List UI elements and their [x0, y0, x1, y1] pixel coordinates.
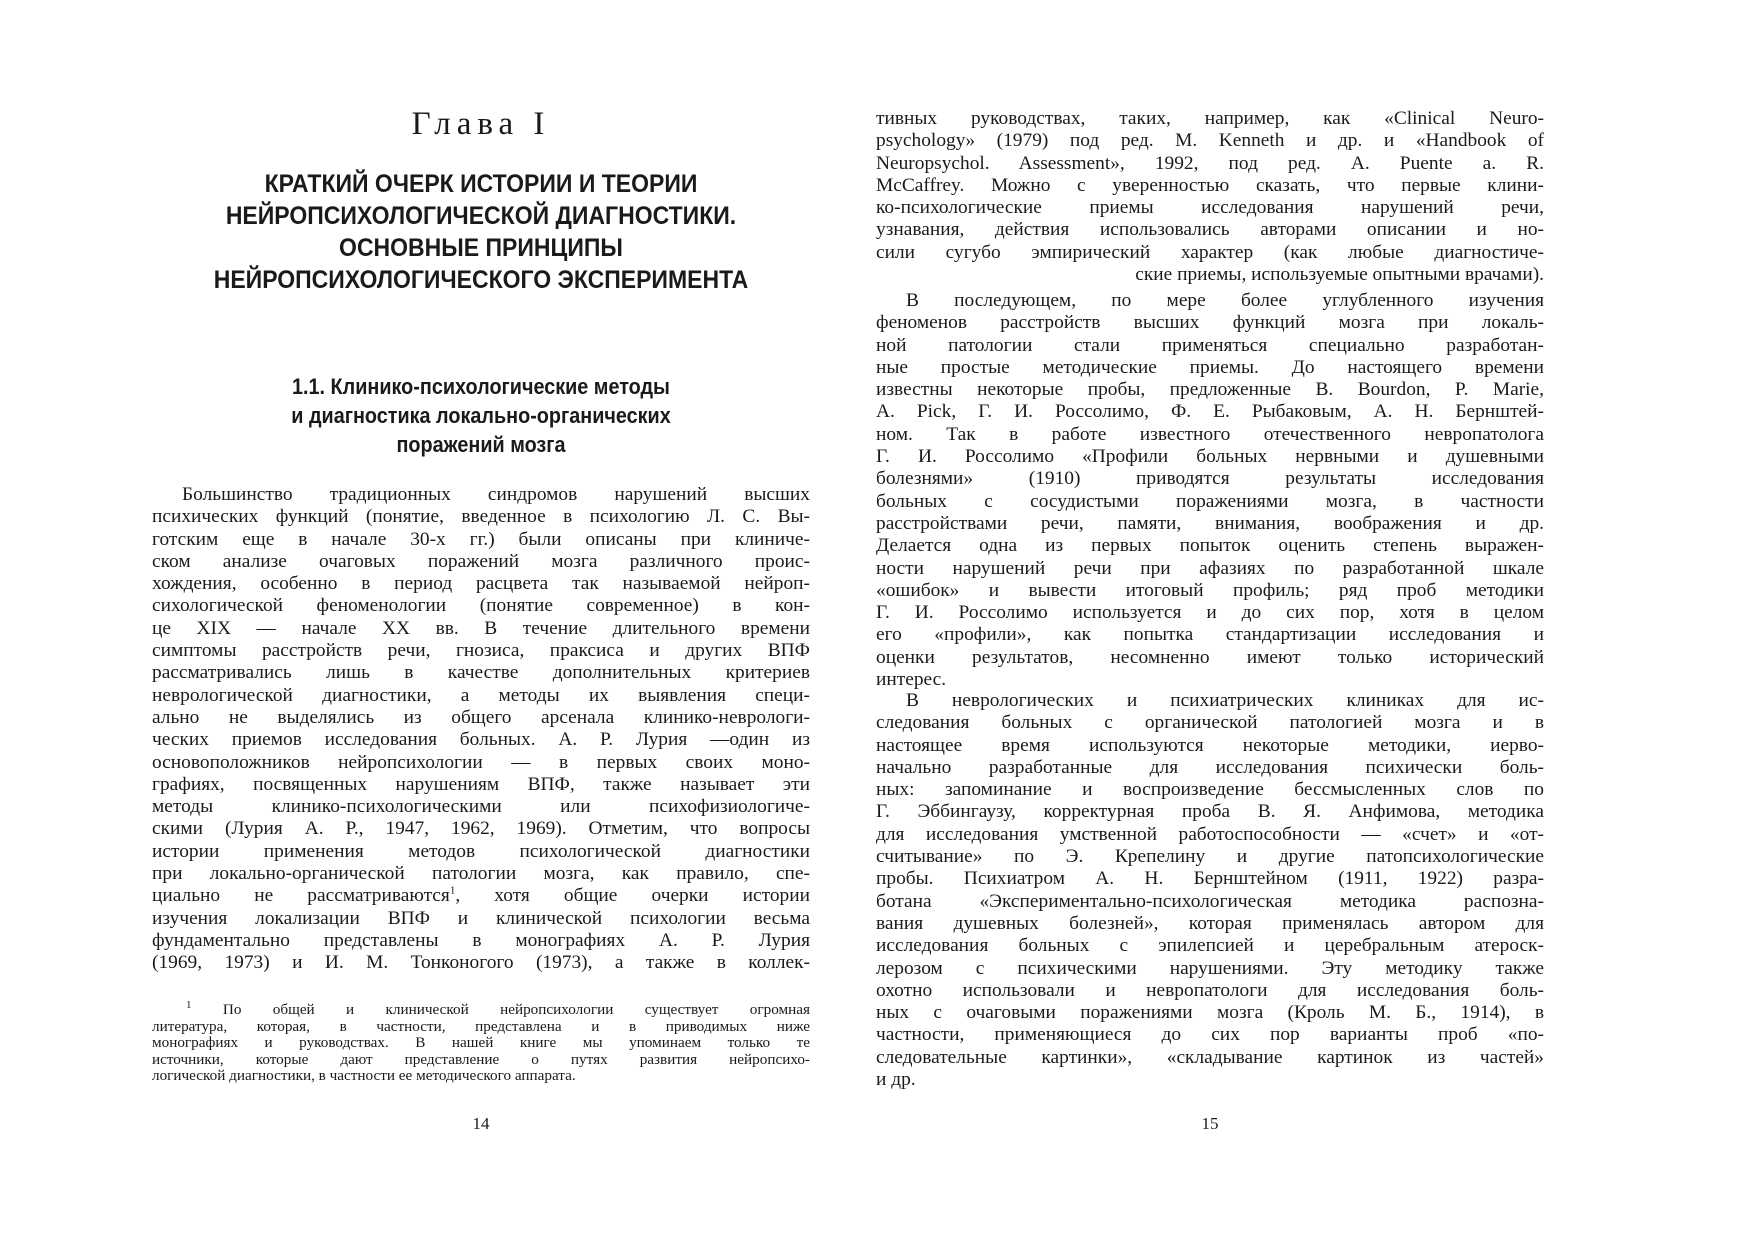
text-line: «ошибок» и вывести итоговый профиль; ряд проб методики [876, 579, 1544, 601]
text-line: расстройствами речи, памяти, внимания, воображения и др. [876, 512, 1544, 534]
text-line: ных с очаговыми поражениями мозга (Кроль М. Б., 1914), в [876, 1002, 1544, 1024]
text-line: тивных руководствах, таких, например, как «Clinical Neuro- [876, 108, 1544, 129]
text-line: следовательные картинки», «складывание картинок из частей» [876, 1046, 1544, 1068]
text-line: известны некоторые пробы, предложенные B. Bourdon, P. Marie, [876, 379, 1544, 401]
right-paragraph-1 [876, 108, 1544, 286]
text-line: для исследования умственной работоспособности — «счет» и «от- [876, 823, 1544, 845]
text-line: и др. [876, 1069, 916, 1091]
text-line: McCaffrey. Можно с уверенностью сказать, что первые клини- [876, 174, 1544, 196]
section-title-line: и диагностика локально-органических [291, 403, 671, 428]
chapter-title-line: ОСНОВНЫЕ ПРИНЦИПЫ [339, 234, 623, 262]
text-line: ности нарушений речи при афазиях по разработанной шкале [876, 557, 1544, 579]
text-line: це XIX — начале XX вв. В течение длительного времени [152, 617, 810, 639]
text-line: вания душевных болезней», которая применялась автором для [876, 912, 1544, 934]
text-line: оценки результатов, несомненно имеют только исторический [876, 646, 1544, 668]
text-line: ных: запоминание и воспроизведение бессмысленных слов по [876, 779, 1544, 801]
left-body-paragraph [152, 484, 810, 975]
chapter-title-line: НЕЙРОПСИХОЛОГИЧЕСКОЙ ДИАГНОСТИКИ. [225, 202, 737, 230]
text-line: методы клинико-психологическими или психофизиологиче- [152, 796, 810, 818]
text-line: больных с сосудистыми поражениями мозга, в частности [876, 490, 1544, 512]
text-line: неврологической диагностики, а методы их выявления специ- [152, 684, 810, 706]
right-page [876, 0, 1544, 1241]
footnote [152, 998, 810, 1085]
text-line: болезнями» (1910) приводятся результаты исследования [876, 468, 1544, 490]
text-line: основоположников нейропсихологии — в первых своих моно- [152, 751, 810, 773]
text-line: сили сугубо эмпирический характер (как любые диагностиче- [876, 241, 1544, 263]
text-line: Г. Эббингаузу, корректурная проба В. Я. Анфимова, методика [876, 801, 1544, 823]
text-line: настоящее время используются некоторые методики, иерво- [876, 734, 1544, 756]
text-line: считывание» по Э. Крепелину и другие патопсихологические [876, 846, 1544, 868]
footnote-text: По общей и клинической нейропсихологии существует огромная [222, 1001, 810, 1018]
text-line: симптомы расстройств речи, гнозиса, праксиса и других ВПФ [152, 640, 810, 662]
text-line: следования больных с органической патологией мозга и в [876, 712, 1544, 734]
left-page [152, 0, 810, 1241]
footnote-line: литература, которая, в частности, представлена и в приводимых ниже [152, 1017, 810, 1035]
text-line: охотно использовали и невропатологи для исследования боль- [876, 979, 1544, 1001]
text-fragment: циально не рассматриваются [152, 885, 450, 907]
footnote-line: монографиях и руководствах. В нашей книге мы упоминаем только те [152, 1034, 810, 1052]
text-line-with-footnote: циально не рассматриваются$^1$, хотя общие очерки истории [152, 884, 810, 907]
right-paragraph-3 [876, 690, 1544, 1091]
text-line: исследования больных с эпилепсией и церебральным атероск- [876, 935, 1544, 957]
chapter-title [178, 168, 783, 296]
text-line: начально разработанные для исследования психически боль- [876, 756, 1544, 778]
footnote-line: логической диагностики, в частности ее методического аппарата. [152, 1067, 576, 1085]
text-line: графиях, посвященных нарушениям ВПФ, также называет эти [152, 773, 810, 795]
page-number: 15 [1201, 1114, 1219, 1133]
text-line: феноменов расстройств высших функций мозга при локаль- [876, 312, 1544, 334]
footnote-reference[interactable]: 1 [449, 884, 456, 897]
text-line: В последующем, по мере более углубленного изучения [906, 290, 1544, 311]
chapter-label: Глава I [411, 106, 551, 142]
text-line: изучения локализации ВПФ и клинической психологии весьма [152, 907, 810, 929]
text-line: ботана «Экспериментально-психологическая методика распозна- [876, 890, 1544, 912]
text-line: его «профили», как попытка стандартизации исследования и [876, 624, 1544, 646]
text-line: пробы. Психиатром А. Н. Бернштейном (1911, 1922) разра- [876, 868, 1544, 890]
footnote-marker: 1 [186, 998, 192, 1011]
text-line: узнавания, действия использовались авторами описании и но- [876, 219, 1544, 241]
text-line: фундаментально представлены в монографиях А. Р. Лурия [152, 929, 810, 951]
text-line: частности, применяющиеся до сих пор варианты проб «по- [876, 1024, 1544, 1046]
page-number: 14 [472, 1114, 490, 1133]
text-line: лерозом с психическими нарушениями. Эту методику также [876, 957, 1544, 979]
text-line: ко-психологические приемы исследования нарушений речи, [876, 197, 1544, 219]
text-line: истории применения методов психологической диагностики [152, 840, 810, 862]
chapter-title-line: НЕЙРОПСИХОЛОГИЧЕСКОГО ЭКСПЕРИМЕНТА [213, 266, 749, 294]
text-line: психических функций (понятие, введенное в психологию Л. С. Вы- [152, 506, 810, 528]
chapter-title-line: КРАТКИЙ ОЧЕРК ИСТОРИИ И ТЕОРИИ [264, 170, 698, 198]
text-line: ские приемы, используемые опытными врачами). [1135, 264, 1544, 286]
text-line: ческих приемов исследования больных. А. Р. Лурия —один из [152, 729, 810, 751]
right-paragraph-2 [876, 290, 1544, 691]
text-line: ные простые методические приемы. До настоящего времени [876, 356, 1544, 378]
text-line: Г. И. Россолимо используется и до сих пор, хотя в целом [876, 602, 1544, 624]
text-line: при локально-органической патологии мозга, как правило, спе- [152, 863, 810, 885]
footnote-line: источники, которые дают представление о путях развития нейропсихо- [152, 1050, 810, 1068]
section-title-line: 1.1. Клинико-психологические методы [292, 374, 670, 399]
text-line: готским еще в начале 30-х гг.) были описаны при клиниче- [152, 528, 810, 550]
text-line: ной патологии стали применяться специально разработан- [876, 334, 1544, 356]
text-line: ном. Так в работе известного отечественного невропатолога [876, 423, 1544, 445]
text-line: скими (Лурия А. Р., 1947, 1962, 1969). Отметим, что вопросы [152, 818, 810, 840]
text-line: ально не выделялись из общего арсенала клинико-неврологи- [152, 706, 810, 728]
text-line: интерес. [876, 669, 947, 691]
text-fragment: хотя общие очерки истории [460, 885, 810, 907]
text-line: рассматривались лишь в качестве дополнительных критериев [152, 662, 810, 684]
text-line: сихологической феноменологии (понятие современное) в кон- [152, 595, 810, 617]
section-title-line: поражений мозга [396, 432, 566, 457]
text-line: хождения, особенно в период расцвета так называемой нейроп- [152, 573, 810, 595]
text-line: Большинство традиционных синдромов нарушений высших [182, 484, 810, 505]
text-line: ском анализе очаговых поражений мозга различного проис- [152, 550, 810, 572]
text-line: A. Pick, Г. И. Россолимо, Ф. Е. Рыбаковым, А. Н. Бернштей- [876, 401, 1544, 423]
text-line: Neuropsychol. Assessment», 1992, под ред. A. Puente a. R. [876, 152, 1544, 174]
text-line: psychology» (1979) под ред. М. Kenneth и др. и «Handbook of [876, 130, 1544, 152]
text-line: Делается одна из первых попыток оценить степень выражен- [876, 535, 1544, 557]
footnote-line [152, 998, 810, 1019]
text-line: (1969, 1973) и И. М. Тонконогого (1973), а также в коллек- [152, 952, 810, 974]
text-line: Г. И. Россолимо «Профили больных нервными и душевными [876, 446, 1544, 468]
text-line: В неврологических и психиатрических клиниках для ис- [906, 690, 1544, 711]
section-title [185, 372, 777, 459]
